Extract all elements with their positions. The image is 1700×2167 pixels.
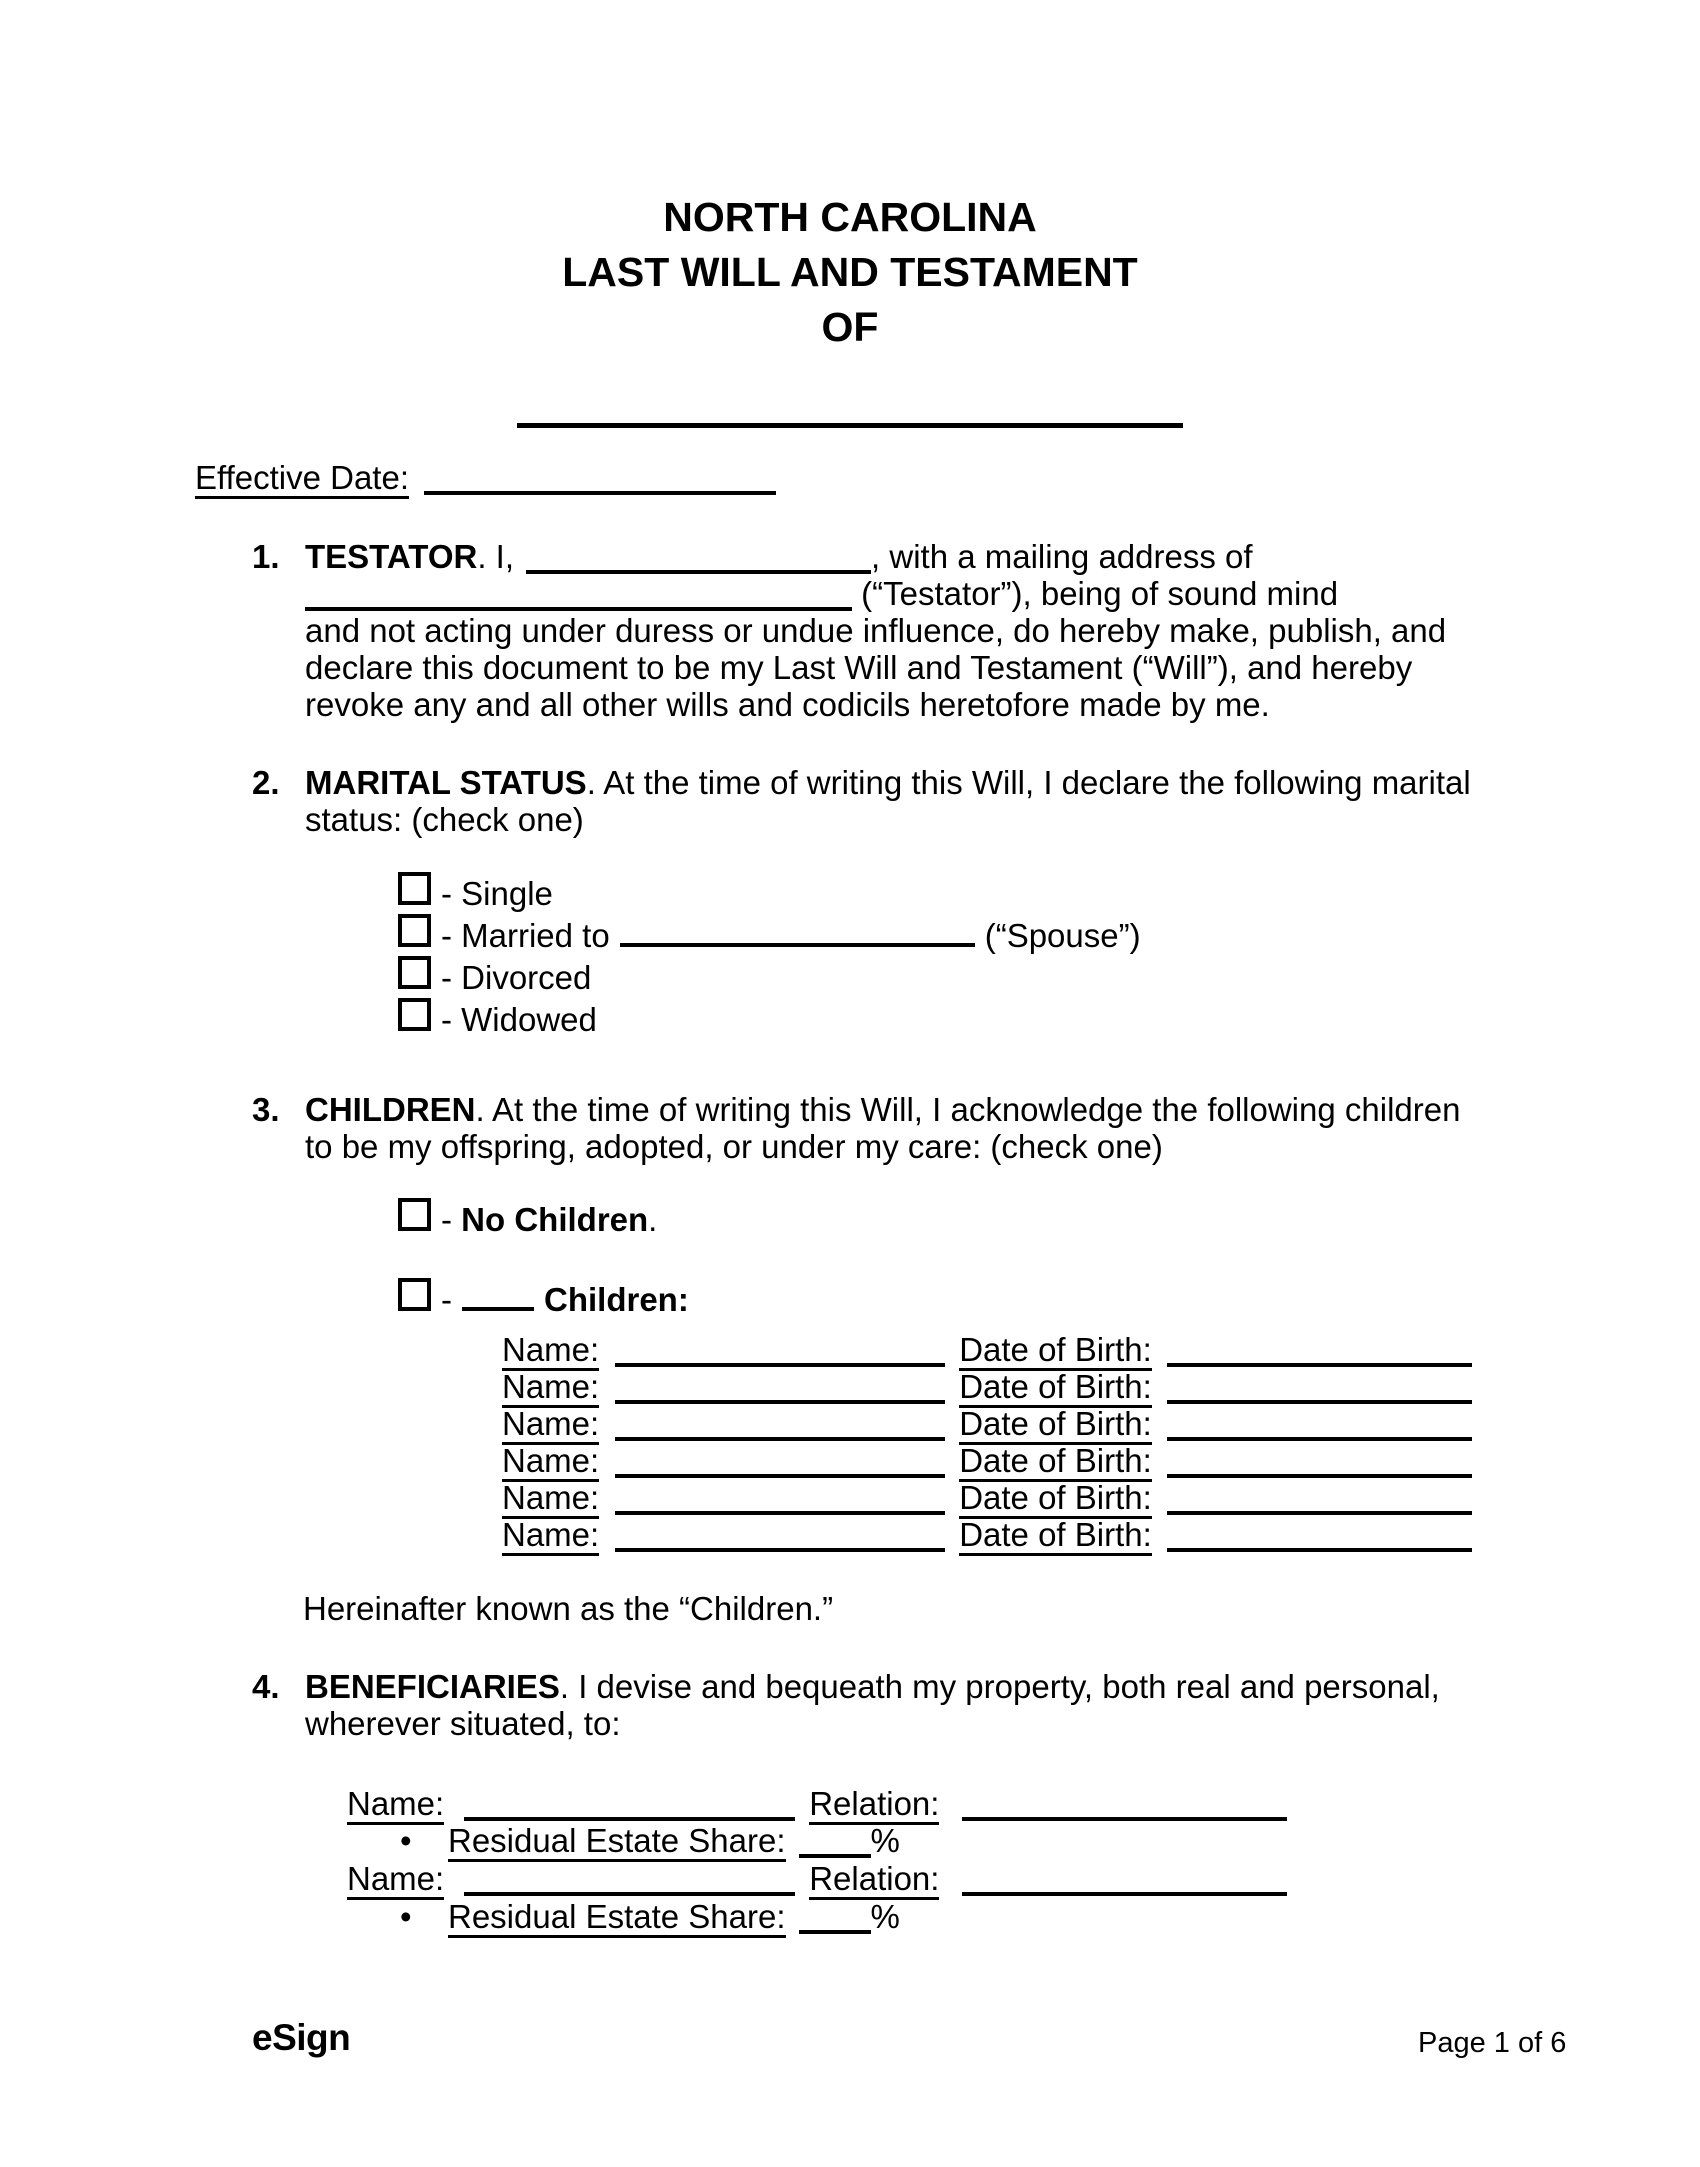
child-dob-blank-4[interactable] [1167, 1450, 1472, 1478]
testator-name-blank[interactable] [526, 546, 871, 574]
child-dob-blank-1[interactable] [1167, 1339, 1472, 1367]
percent-sign: % [870, 1898, 900, 1935]
residual-share-blank-2[interactable] [799, 1906, 871, 1934]
section-number-4: 4. [252, 1668, 280, 1705]
testator-line-1 [252, 538, 1253, 575]
marital-line-1 [252, 764, 1471, 801]
beneficiary-name-label: Name: [347, 1785, 444, 1825]
marital-option-widowed [398, 998, 597, 1038]
hereinafter-note: Hereinafter known as the “Children.” [303, 1590, 834, 1627]
child-dob-label: Date of Birth: [959, 1479, 1152, 1519]
child-name-blank-5[interactable] [615, 1487, 945, 1515]
child-dob-blank-2[interactable] [1167, 1376, 1472, 1404]
widowed-label: - Widowed [441, 1001, 597, 1038]
child-row-3 [502, 1405, 1472, 1442]
bullet-icon: • [400, 1822, 412, 1859]
checkbox-divorced[interactable] [398, 956, 431, 989]
children-count-blank[interactable] [462, 1283, 534, 1311]
marital-option-married [398, 914, 1141, 954]
single-label: - Single [441, 875, 553, 912]
child-name-blank-3[interactable] [615, 1413, 945, 1441]
marital-line-2: status: (check one) [305, 801, 584, 838]
child-dob-label: Date of Birth: [959, 1442, 1152, 1482]
testator-line-3: and not acting under duress or undue influence, do hereby make, publish, and [305, 612, 1447, 649]
section-number-3: 3. [252, 1091, 280, 1128]
beneficiary-relation-label: Relation: [809, 1785, 939, 1825]
testator-title-name-blank[interactable] [517, 423, 1183, 428]
child-name-label: Name: [502, 1405, 599, 1445]
child-name-blank-2[interactable] [615, 1376, 945, 1404]
children-count-option [398, 1278, 689, 1318]
no-children-dash: - [441, 1201, 462, 1238]
beneficiary-name-blank-2[interactable] [464, 1868, 795, 1896]
page-number: Page 1 of 6 [1418, 2027, 1567, 2059]
child-row-1 [502, 1331, 1472, 1368]
child-name-blank-4[interactable] [615, 1450, 945, 1478]
beneficiary-relation-blank-2[interactable] [962, 1868, 1287, 1896]
children-count-dash: - [441, 1281, 452, 1318]
spouse-name-blank[interactable] [620, 919, 975, 947]
children-heading: CHILDREN [305, 1091, 476, 1128]
beneficiary-name-blank-1[interactable] [464, 1793, 795, 1821]
child-row-2 [502, 1368, 1472, 1405]
beneficiary-name-label: Name: [347, 1860, 444, 1900]
child-name-label: Name: [502, 1516, 599, 1556]
testator-address-blank[interactable] [305, 583, 852, 611]
beneficiaries-line-1 [252, 1668, 1440, 1705]
testator-line-2 [305, 575, 1338, 612]
child-row-5 [502, 1479, 1472, 1516]
marital-option-divorced [398, 956, 591, 996]
esign-logo: eSign [252, 2017, 351, 2058]
testator-line-5: revoke any and all other wills and codicils heretofore made by me. [305, 686, 1270, 723]
section-number-1: 1. [252, 538, 280, 575]
no-children-label: No Children [461, 1201, 649, 1238]
effective-date-blank[interactable] [424, 467, 776, 495]
no-children-option [398, 1198, 657, 1238]
child-dob-label: Date of Birth: [959, 1516, 1152, 1556]
checkbox-widowed[interactable] [398, 998, 431, 1031]
beneficiary-row-1 [347, 1785, 1287, 1822]
beneficiary-relation-label: Relation: [809, 1860, 939, 1900]
child-dob-blank-6[interactable] [1167, 1524, 1472, 1552]
checkbox-single[interactable] [398, 872, 431, 905]
child-row-6 [502, 1516, 1472, 1553]
child-dob-label: Date of Birth: [959, 1368, 1152, 1408]
beneficiaries-text-1: . I devise and bequeath my property, both real and personal, [559, 1668, 1440, 1705]
children-line-2: to be my offspring, adopted, or under my care: (check one) [305, 1128, 1163, 1165]
checkbox-has-children[interactable] [398, 1278, 431, 1311]
child-name-label: Name: [502, 1442, 599, 1482]
child-dob-label: Date of Birth: [959, 1331, 1152, 1371]
testator-text-1: . I, [477, 538, 515, 575]
children-count-label: Children: [544, 1281, 689, 1318]
beneficiaries-line-2: wherever situated, to: [305, 1705, 621, 1742]
percent-sign: % [870, 1822, 900, 1859]
child-dob-label: Date of Birth: [959, 1405, 1152, 1445]
bullet-icon: • [400, 1898, 412, 1935]
residual-share-row-1 [400, 1822, 900, 1859]
beneficiary-relation-blank-1[interactable] [962, 1793, 1287, 1821]
no-children-period: . [648, 1201, 658, 1238]
beneficiary-row-2 [347, 1860, 1287, 1897]
child-dob-blank-3[interactable] [1167, 1413, 1472, 1441]
child-row-4 [502, 1442, 1472, 1479]
title-line-document: LAST WILL AND TESTAMENT [562, 249, 1138, 295]
residual-share-blank-1[interactable] [799, 1830, 871, 1858]
residual-share-label: Residual Estate Share: [448, 1822, 786, 1862]
spouse-suffix-label: (“Spouse”) [984, 917, 1141, 954]
residual-share-row-2 [400, 1898, 900, 1935]
effective-date-label: Effective Date: [195, 459, 409, 499]
beneficiaries-heading: BENEFICIARIES [305, 1668, 560, 1705]
child-name-label: Name: [502, 1479, 599, 1519]
document-title [0, 190, 1700, 355]
testator-text-2: , with a mailing address of [871, 538, 1253, 575]
married-label: - Married to [441, 917, 610, 954]
title-line-of: OF [821, 304, 879, 350]
marital-heading: MARITAL STATUS [305, 764, 587, 801]
testator-line-4: declare this document to be my Last Will and Testament (“Will”), and hereby [305, 649, 1413, 686]
effective-date-row [195, 459, 776, 496]
checkbox-no-children[interactable] [398, 1198, 431, 1231]
marital-text-1: . At the time of writing this Will, I declare the following marital [586, 764, 1471, 801]
child-name-label: Name: [502, 1331, 599, 1371]
marital-option-single [398, 872, 553, 912]
residual-share-label: Residual Estate Share: [448, 1898, 786, 1938]
testator-heading: TESTATOR [305, 538, 478, 575]
divorced-label: - Divorced [441, 959, 592, 996]
child-name-blank-1[interactable] [615, 1339, 945, 1367]
no-children-row-text [441, 1201, 657, 1238]
title-line-state: NORTH CAROLINA [663, 194, 1037, 240]
checkbox-married[interactable] [398, 914, 431, 947]
children-text-1: . At the time of writing this Will, I acknowledge the following children [475, 1091, 1461, 1128]
child-name-label: Name: [502, 1368, 599, 1408]
section-number-2: 2. [252, 764, 280, 801]
child-dob-blank-5[interactable] [1167, 1487, 1472, 1515]
children-line-1 [252, 1091, 1460, 1128]
child-name-blank-6[interactable] [615, 1524, 945, 1552]
testator-text-3: (“Testator”), being of sound mind [852, 575, 1339, 612]
